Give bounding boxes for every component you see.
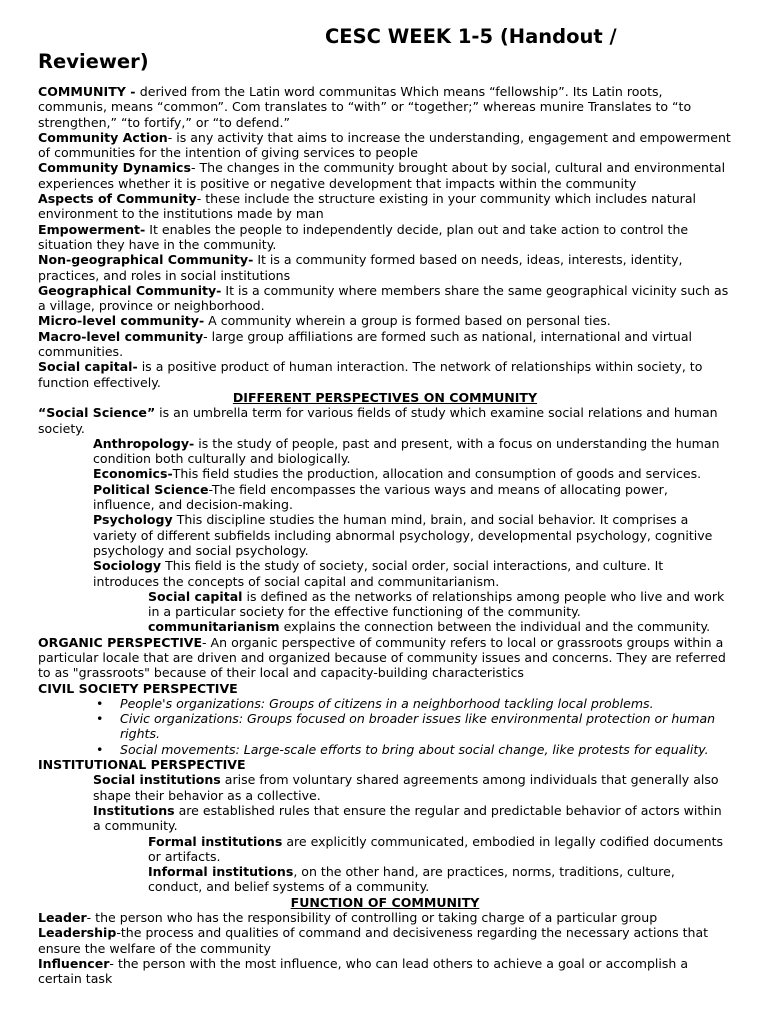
definition-empowerment: Empowerment- It enables the people to independently decide, plan out and take action to control the situation they have in the community.	[38, 221, 689, 252]
civil-item-peoples-organizations: • People's organizations: Groups of citizens in a neighborhood tackling local problems.	[96, 695, 654, 711]
document-title	[38, 24, 732, 74]
civil-item-civic-organizations: • Civic organizations: Groups focused on broader issues like environmental protection or human rights.	[96, 711, 716, 742]
bullet-icon: •	[96, 711, 104, 727]
sociology-communitarianism: communitarianism explains the connection between the individual and the community.	[148, 619, 711, 635]
institution-formal: Formal institutions are explicitly communicated, embodied in legally codified documents or artifacts.	[148, 833, 724, 864]
field-anthropology: Anthropology- is the study of people, past and present, with a focus on understanding the human condition both culturally and biologically.	[93, 435, 720, 467]
definition-micro-level: Micro-level community- A community wherein a group is formed based on personal ties.	[38, 313, 611, 329]
title-line-1: CESC WEEK 1-5 (Handout /	[325, 25, 617, 48]
title-line-2: Reviewer)	[38, 50, 149, 73]
definition-aspects-of-community: Aspects of Community- these include the structure existing in your community which includes natural environment to the institutions made by man	[38, 191, 697, 222]
institution-informal: Informal institutions, on the other hand, are practices, norms, traditions, culture, conduct, and belief systems of a community.	[148, 864, 675, 895]
function-influencer: Influencer- the person with the most influence, who can lead others to achieve a goal or accomplish a certain task	[38, 955, 689, 987]
definition-social-capital: Social capital- is a positive product of human interaction. The network of relationships within society, to function effectively.	[38, 359, 703, 390]
function-leader: Leader- the person who has the responsibility of controlling or taking charge of a particular group	[38, 910, 658, 926]
heading-function: FUNCTION OF COMMUNITY	[290, 894, 480, 910]
heading-perspectives: DIFFERENT PERSPECTIVES ON COMMUNITY	[232, 389, 538, 405]
bullet-icon: •	[96, 695, 104, 711]
definition-social-science: “Social Science” is an umbrella term for various fields of study which examine social relations and human society.	[38, 405, 718, 436]
organic-perspective: ORGANIC PERSPECTIVE- An organic perspective of community refers to local or grassroots groups within a particular locale that are driven and organized because of community issues and concerns. They are referred to as "grassroots" because of their local and capacity-building characteristics	[38, 634, 726, 681]
definition-geographical: Geographical Community- It is a community where members share the same geographical vicinity such as a village, province or neighborhood.	[38, 282, 729, 314]
civil-item-social-movements: • Social movements: Large-scale efforts to bring about social change, like protests for equality.	[96, 741, 709, 757]
heading-civil-society: CIVIL SOCIETY PERSPECTIVE	[38, 680, 238, 696]
bullet-icon: •	[96, 741, 104, 757]
function-leadership: Leadership-the process and qualities of command and decisiveness regarding the necessary actions that ensure the welfare of the community	[38, 925, 709, 956]
definition-non-geographical: Non-geographical Community- It is a community formed based on needs, ideas, interests, identity, practices, and roles in social institutions	[38, 252, 683, 283]
institutional-social-institutions: Social institutions arise from voluntary shared agreements among individuals that generally also shape their behavior as a collective.	[93, 772, 719, 803]
sociology-social-capital: Social capital is defined as the networks of relationships among people who live and work in a particular society for the effective functioning of the community.	[148, 588, 725, 620]
field-sociology: Sociology This field is the study of society, social order, social interactions, and culture. It introduces the concepts of social capital and communitarianism.	[93, 558, 664, 589]
field-psychology: Psychology This discipline studies the human mind, brain, and social behavior. It comprises a variety of different subfields including abnormal psychology, developmental psychology, cognitive psychology and social psychology.	[93, 512, 713, 558]
definition-macro-level: Macro-level community- large group affiliations are formed such as national, international and virtual communities.	[38, 328, 693, 360]
document-page	[38, 24, 732, 987]
definition-community-dynamics: Community Dynamics- The changes in the community brought about by social, cultural and environmental experiences whether it is positive or negative development that impacts within the community	[38, 160, 726, 191]
field-political-science: Political Science-The field encompasses the various ways and means of allocating power, influence, and decision-making.	[93, 481, 668, 513]
field-economics: Economics-This field studies the production, allocation and consumption of goods and services.	[93, 466, 702, 482]
heading-institutional: INSTITUTIONAL PERSPECTIVE	[38, 757, 246, 773]
definition-community-action: Community Action- is any activity that aims to increase the understanding, engagement and empowerment of communities for the intention of giving services to people	[38, 129, 731, 161]
institutional-institutions: Institutions are established rules that ensure the regular and predictable behavior of actors within a community.	[93, 802, 722, 834]
definition-community: COMMUNITY - derived from the Latin word communitas Which means “fellowship”. Its Latin roots, communis, means “common”. Com translates to “with” or “together;” whereas munire Translates to “to strengthen,” “to fortify,” or “to defend.”	[38, 84, 692, 130]
